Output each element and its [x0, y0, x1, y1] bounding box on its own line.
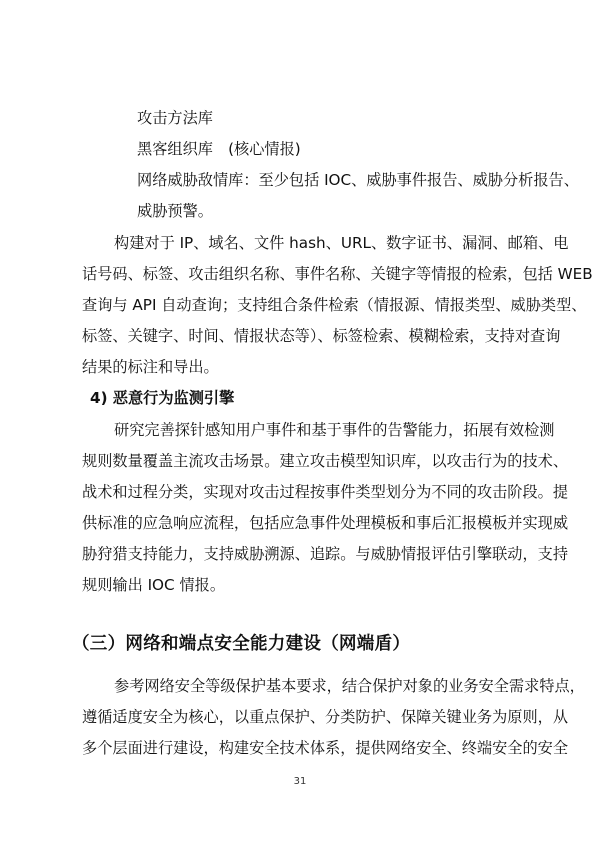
paragraph-retrieval-line-3: 查询与 API 自动查询；支持组合条件检索（情报源、情报类型、威胁类型、 — [82, 296, 587, 314]
paragraph-security-line-1: 参考网络安全等级保护基本要求，结合保护对象的业务安全需求特点， — [114, 677, 585, 695]
paragraph-engine-line-1: 研究完善探针感知用户事件和基于事件的告警能力，拓展有效检测 — [114, 421, 555, 439]
section-heading-malicious-behavior-engine: 4) 恶意行为监测引擎 — [90, 389, 235, 407]
paragraph-retrieval-line-4: 标签、关键字、时间、情报状态等）、标签检索、模糊检索，支持对查询 — [82, 327, 561, 345]
paragraph-retrieval-line-5: 结果的标注和导出。 — [82, 358, 219, 376]
paragraph-engine-line-5: 胁狩猎支持能力，支持威胁溯源、追踪。与威胁情报评估引擎联动，支持 — [82, 545, 568, 563]
paragraph-retrieval-line-2: 话号码、标签、攻击组织名称、事件名称、关键字等情报的检索，包括 WEB — [82, 265, 593, 283]
chapter-heading-network-endpoint-security: （三）网络和端点安全能力建设（网端盾） — [72, 634, 411, 654]
list-item-threat-intel-library: 网络威胁敌情库：至少包括 IOC、威胁事件报告、威胁分析报告、 — [137, 171, 579, 189]
paragraph-retrieval-line-1: 构建对于 IP、域名、文件 hash、URL、数字证书、漏洞、邮箱、电 — [114, 234, 569, 252]
page-number: 31 — [293, 776, 307, 787]
paragraph-security-line-2: 遵循适度安全为核心，以重点保护、分类防护、保障关键业务为原则，从 — [82, 708, 568, 726]
paragraph-security-line-3: 多个层面进行建设，构建安全技术体系，提供网络安全、终端安全的安全 — [82, 739, 568, 757]
list-item-attack-method-library: 攻击方法库 — [137, 109, 213, 127]
paragraph-engine-line-3: 战术和过程分类，实现对攻击过程按事件类型划分为不同的攻击阶段。提 — [82, 483, 568, 501]
paragraph-engine-line-6: 规则输出 IOC 情报。 — [82, 576, 226, 594]
list-item-threat-intel-library-cont: 威胁预警。 — [137, 202, 213, 220]
paragraph-engine-line-4: 供标准的应急响应流程，包括应急事件处理模板和事后汇报模板并实现威 — [82, 514, 568, 532]
list-item-hacker-group-library: 黑客组织库 (核心情报) — [137, 140, 301, 158]
paragraph-engine-line-2: 规则数量覆盖主流攻击场景。建立攻击模型知识库，以攻击行为的技术、 — [82, 452, 568, 470]
